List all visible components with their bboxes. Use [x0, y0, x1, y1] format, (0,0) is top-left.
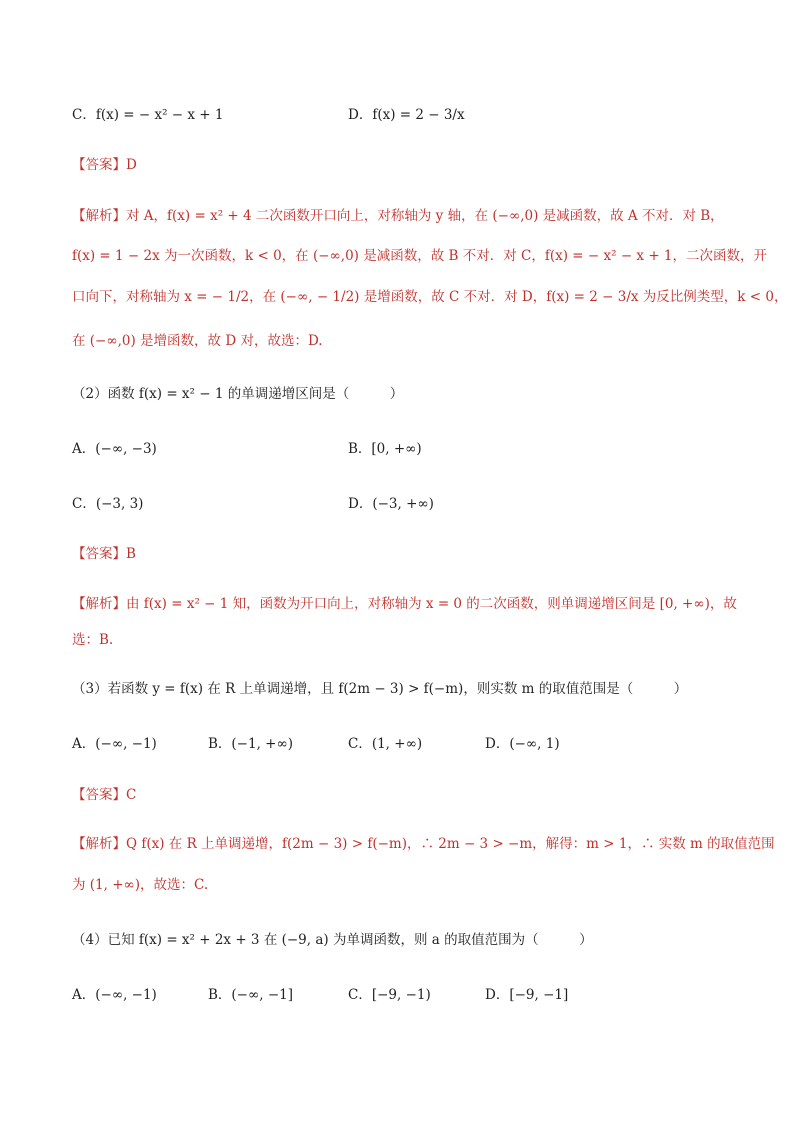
q2-question: （2）函数 f(x) = x² − 1 的单调递增区间是（ ） — [72, 386, 404, 402]
q2-option-a: A．(−∞, −3) — [72, 441, 157, 457]
q4-option-c: C．[−9, −1) — [348, 987, 431, 1003]
q4-option-a: A．(−∞, −1) — [72, 987, 157, 1003]
q1-analysis-line-2: f(x) = 1 − 2x 为一次函数，k < 0，在 (−∞,0) 是减函数，故 B 不对．对 C，f(x) = − x² − x + 1，二次函数，开 — [72, 248, 768, 264]
q4-option-b: B．(−∞, −1] — [208, 987, 293, 1003]
q1-option-d: D．f(x) = 2 − 3/x — [348, 107, 465, 123]
q3-option-a: A．(−∞, −1) — [72, 736, 157, 752]
q2-analysis-line-1: 【解析】由 f(x) = x² − 1 知，函数为开口向上，对称轴为 x = 0 的二次函数，则单调递增区间是 [0, +∞)，故 — [72, 596, 737, 612]
q1-analysis-line-3: 口向下，对称轴为 x = − 1/2，在 (−∞, − 1/2) 是增函数，故 C 不对．对 D，f(x) = 2 − 3/x 为反比例类型，k < 0， — [72, 289, 788, 305]
q2-answer: 【答案】B — [72, 546, 136, 562]
q3-analysis-line-2: 为 (1, +∞)，故选：C. — [72, 877, 209, 893]
q3-analysis-line-1: 【解析】Q f(x) 在 R 上单调递增，f(2m − 3) > f(−m)，∴ 2m − 3 > −m，解得：m > 1，∴ 实数 m 的取值范围 — [72, 836, 775, 852]
q2-analysis-line-2: 选：B. — [72, 632, 114, 648]
q3-option-c: C．(1, +∞) — [348, 736, 423, 752]
q2-option-c: C．(−3, 3) — [72, 496, 144, 512]
q2-option-b: B．[0, +∞) — [348, 441, 422, 457]
q1-analysis-line-1: 【解析】对 A，f(x) = x² + 4 二次函数开口向上，对称轴为 y 轴，在 (−∞,0) 是减函数，故 A 不对．对 B， — [72, 208, 724, 224]
q2-option-d: D．(−3, +∞) — [348, 496, 434, 512]
q4-question: （4）已知 f(x) = x² + 2x + 3 在 (−9, a) 为单调函数，则 a 的取值范围为（ ） — [72, 932, 593, 948]
q1-analysis-line-4: 在 (−∞,0) 是增函数，故 D 对，故选：D. — [72, 333, 323, 349]
q3-question: （3）若函数 y = f(x) 在 R 上单调递增，且 f(2m − 3) > f(−m)，则实数 m 的取值范围是（ ） — [72, 681, 688, 697]
q3-answer: 【答案】C — [72, 787, 137, 803]
q1-answer: 【答案】D — [72, 157, 137, 173]
q3-option-b: B．(−1, +∞) — [208, 736, 293, 752]
q1-option-c: C．f(x) = − x² − x + 1 — [72, 107, 224, 123]
q3-option-d: D．(−∞, 1) — [485, 736, 560, 752]
q4-option-d: D．[−9, −1] — [485, 987, 569, 1003]
